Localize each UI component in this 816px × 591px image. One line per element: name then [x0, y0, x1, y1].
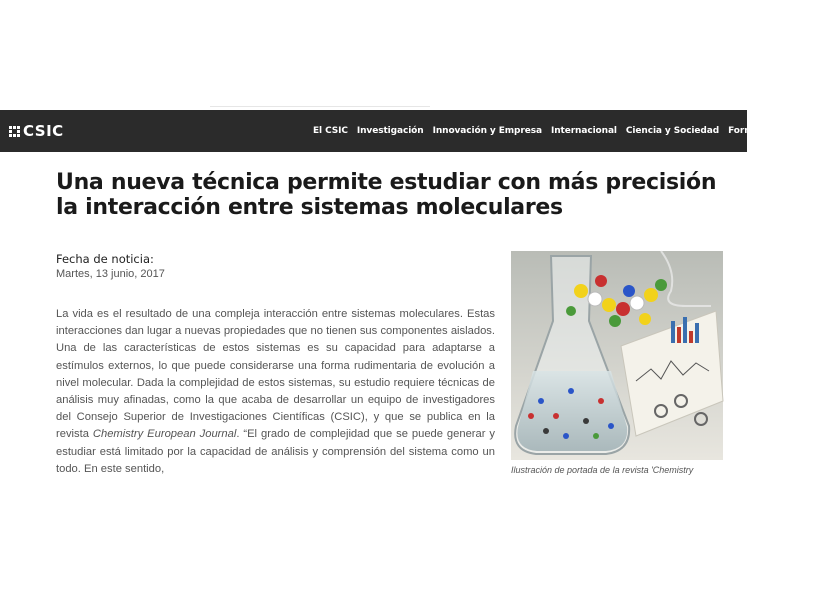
article-image[interactable] [511, 251, 723, 460]
article-title: Una nueva técnica permite estudiar con más precisión la interacción entre sistemas moleculares [56, 170, 717, 220]
menu-item-ciencia-sociedad[interactable]: Ciencia y Sociedad [625, 126, 720, 136]
date-value: Martes, 13 junio, 2017 [56, 268, 165, 280]
menu-item-formacion-empleo[interactable]: Formación y Em [728, 126, 808, 136]
csic-emblem-icon [9, 126, 20, 137]
main-navbar [0, 110, 808, 152]
image-caption: Ilustración de portada de la revista 'Chemistry [511, 465, 694, 475]
top-divider [210, 106, 430, 107]
menu-item-el-csic[interactable]: El CSIC [313, 126, 348, 136]
main-menu [313, 110, 816, 152]
flask-molecules-illustration [511, 251, 723, 460]
body-text-part-1: La vida es el resultado de una compleja interacción entre sistemas moleculares. Estas interacciones dan lugar a nuevas propiedades que no tienen sus componentes aislados. Una de las características de estos sistemas es su capacidad para adaptarse a estímulos externos, lo que puede considerarse una forma rudimentaria de evolución a nivel molecular. Dada la complejidad de estos sistemas, su estudio requiere técnicas de análisis muy afinadas, como la que acaba de desarrollar un equipo de investigadores del Consejo Superior de Investigaciones Científicas (CSIC), y que se publica en la revista [56, 308, 495, 441]
logo-text: CSIC [23, 122, 64, 140]
menu-item-internacional[interactable]: Internacional [550, 126, 617, 136]
menu-item-investigacion[interactable]: Investigación [356, 126, 424, 136]
date-label: Fecha de noticia: [56, 252, 154, 266]
article-body [56, 306, 495, 478]
body-text-part-2: . “El grado de complejidad que se puede generar y estudiar está limitado por la capacidad de análisis y comprensión del sistema como un todo. En este sentido, [56, 428, 496, 475]
menu-item-innovacion-empresa[interactable]: Innovación y Empresa [432, 126, 542, 136]
journal-name: Chemistry European Journal [92, 428, 237, 441]
csic-logo[interactable] [9, 110, 64, 152]
